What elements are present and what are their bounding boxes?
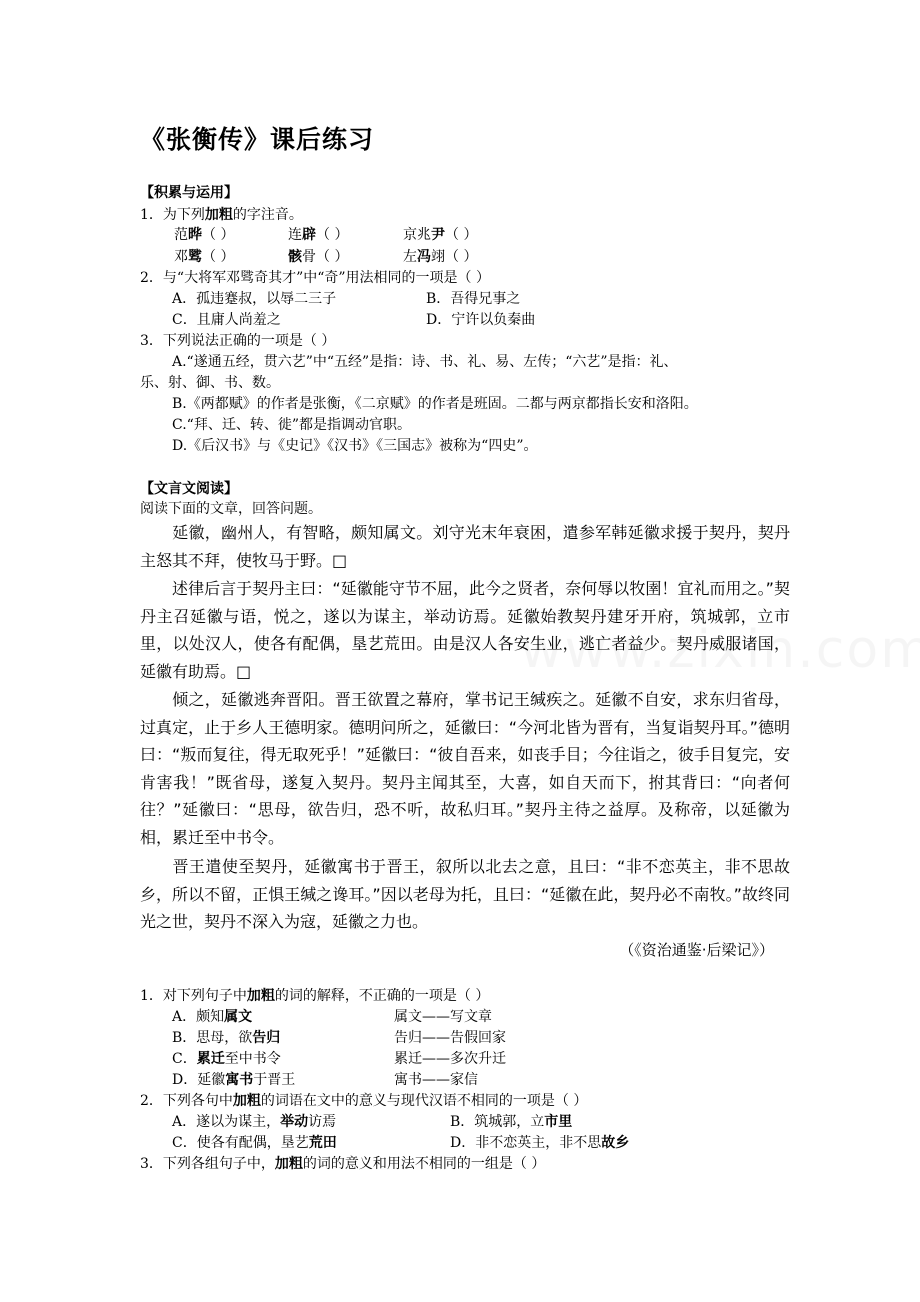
s1-q3-stem: 3．下列说法正确的一项是（ ） [140,333,336,349]
page-title: 《张衡传》课后练习 [140,125,375,154]
q2-stem: 2．下列各句中加粗的词语在文中的意义与现代汉语不相同的一项是（ ） [140,1093,588,1109]
reading-intro: 阅读下面的文章，回答问题。 [140,501,322,517]
passage-paragraph-2: 述律后言于契丹主曰：“延徽能守节不屈，此今之贤者，奈何辱以牧圉！宜礼而用之。”契丹主召延徽与语，悦之，遂以为谋主，举动访焉。延徽始教契丹建牙开府，筑城郭，立市里，以处汉人，使各有配偶，垦艺荒田。由是汉人各安生业，逃亡者益少。契丹威服诸国，延徽有助焉。□ [140,579,790,681]
s1-q2-option-d: D．宁许以负秦曲 [426,312,536,328]
q1-option-b-expl: 告归——告假回家 [394,1030,506,1046]
s1-q1-item: 连辟（ ） [288,227,349,243]
q1-option-c: C．累迁至中书令 [172,1051,281,1067]
section-heading-reading: 【文言文阅读】 [140,481,238,497]
s1-q2-option-c: C．且庸人尚羞之 [172,312,281,328]
s1-q1-item: 骸骨（ ） [288,249,349,265]
s1-q1-item: 范晔（ ） [174,227,235,243]
q2-option-b: B．筑城郭，立市里 [450,1114,573,1130]
s1-q3-option-a-cont: 乐、射、御、书、数。 [140,375,280,391]
q1-option-c-expl: 累迁——多次升迁 [394,1051,506,1067]
passage-paragraph-1: 延徽，幽州人，有智略，颇知属文。刘守光末年衰困，遣参军韩延徽求援于契丹，契丹主怒其不拜，使牧马于野。□ [140,523,790,570]
s1-q2-option-a: A．孤违蹇叔，以辱二三子 [172,291,337,307]
s1-q1-item: 邓骘（ ） [174,249,235,265]
s1-q1-stem: 1．为下列加粗的字注音。 [140,207,303,223]
q1-option-a: A．颇知属文 [172,1009,253,1025]
s1-q3-option-b: B.《两都赋》的作者是张衡，《二京赋》的作者是班固。二都与两京都指长安和洛阳。 [172,396,698,412]
q1-option-b: B．思母，欲告归 [172,1030,281,1046]
passage-source: （《资治通鉴·后梁记》） [619,941,774,959]
section-heading-accumulation: 【积累与运用】 [140,185,238,201]
q1-option-a-expl: 属文——写文章 [394,1009,492,1025]
s1-q1-item: 京兆尹（ ） [403,227,478,243]
s1-q3-option-c: C.“拜、迁、转、徙”都是指调动官职。 [172,417,411,433]
q1-option-d: D．延徽寓书于晋王 [172,1072,296,1088]
q3-stem: 3．下列各组句子中，加粗的词的意义和用法不相同的一组是（ ） [140,1156,546,1172]
q2-option-d: D．非不恋英主，非不思故乡 [450,1135,630,1151]
s1-q2-option-b: B．吾得兄事之 [426,291,521,307]
watermark [520,620,920,680]
q1-stem: 1．对下列句子中加粗的词的解释，不正确的一项是（ ） [140,988,490,1004]
s1-q1-item: 左冯翊（ ） [403,249,478,265]
passage-paragraph-4: 晋王遣使至契丹，延徽寓书于晋王，叙所以北去之意，且曰：“非不恋英主，非不思故乡，所以不留，正惧王缄之谗耳。”因以老母为托，且曰：“延徽在此，契丹必不南牧。”故终同光之世，契丹不深入为寇，延徽之力也。 [140,857,790,931]
s1-q3-option-d: D.《后汉书》与《史记》《汉书》《三国志》被称为“四史”。 [172,438,538,454]
s1-q2-stem: 2．与“大将军邓骘奇其才”中“奇”用法相同的一项是（ ） [140,270,490,286]
q2-option-a: A．遂以为谋主，举动访焉 [172,1114,337,1130]
q2-option-c: C．使各有配偶，垦艺荒田 [172,1135,337,1151]
s1-q3-option-a: A.“遂通五经，贯六艺”中“五经”是指：诗、书、礼、易、左传；“六艺”是指：礼、 [172,354,678,370]
passage-paragraph-3: 倾之，延徽逃奔晋阳。晋王欲置之幕府，掌书记王缄疾之。延徽不自安，求东归省母，过真定，止于乡人王德明家。德明问所之，延徽曰：“今河北皆为晋有，当复诣契丹耳。”德明曰：“叛而复往，得无取死乎！”延徽曰：“彼自吾来，如丧手目；今往诣之，彼手目复完，安肯害我！”既省母，遂复入契丹。契丹主闻其至，大喜，如自天而下，拊其背曰：“向者何往？”延徽曰：“思母，欲告归，恐不听，故私归耳。”契丹主待之益厚。及称帝，以延徽为相，累迁至中书令。 [140,690,790,847]
q1-option-d-expl: 寓书——家信 [394,1072,478,1088]
